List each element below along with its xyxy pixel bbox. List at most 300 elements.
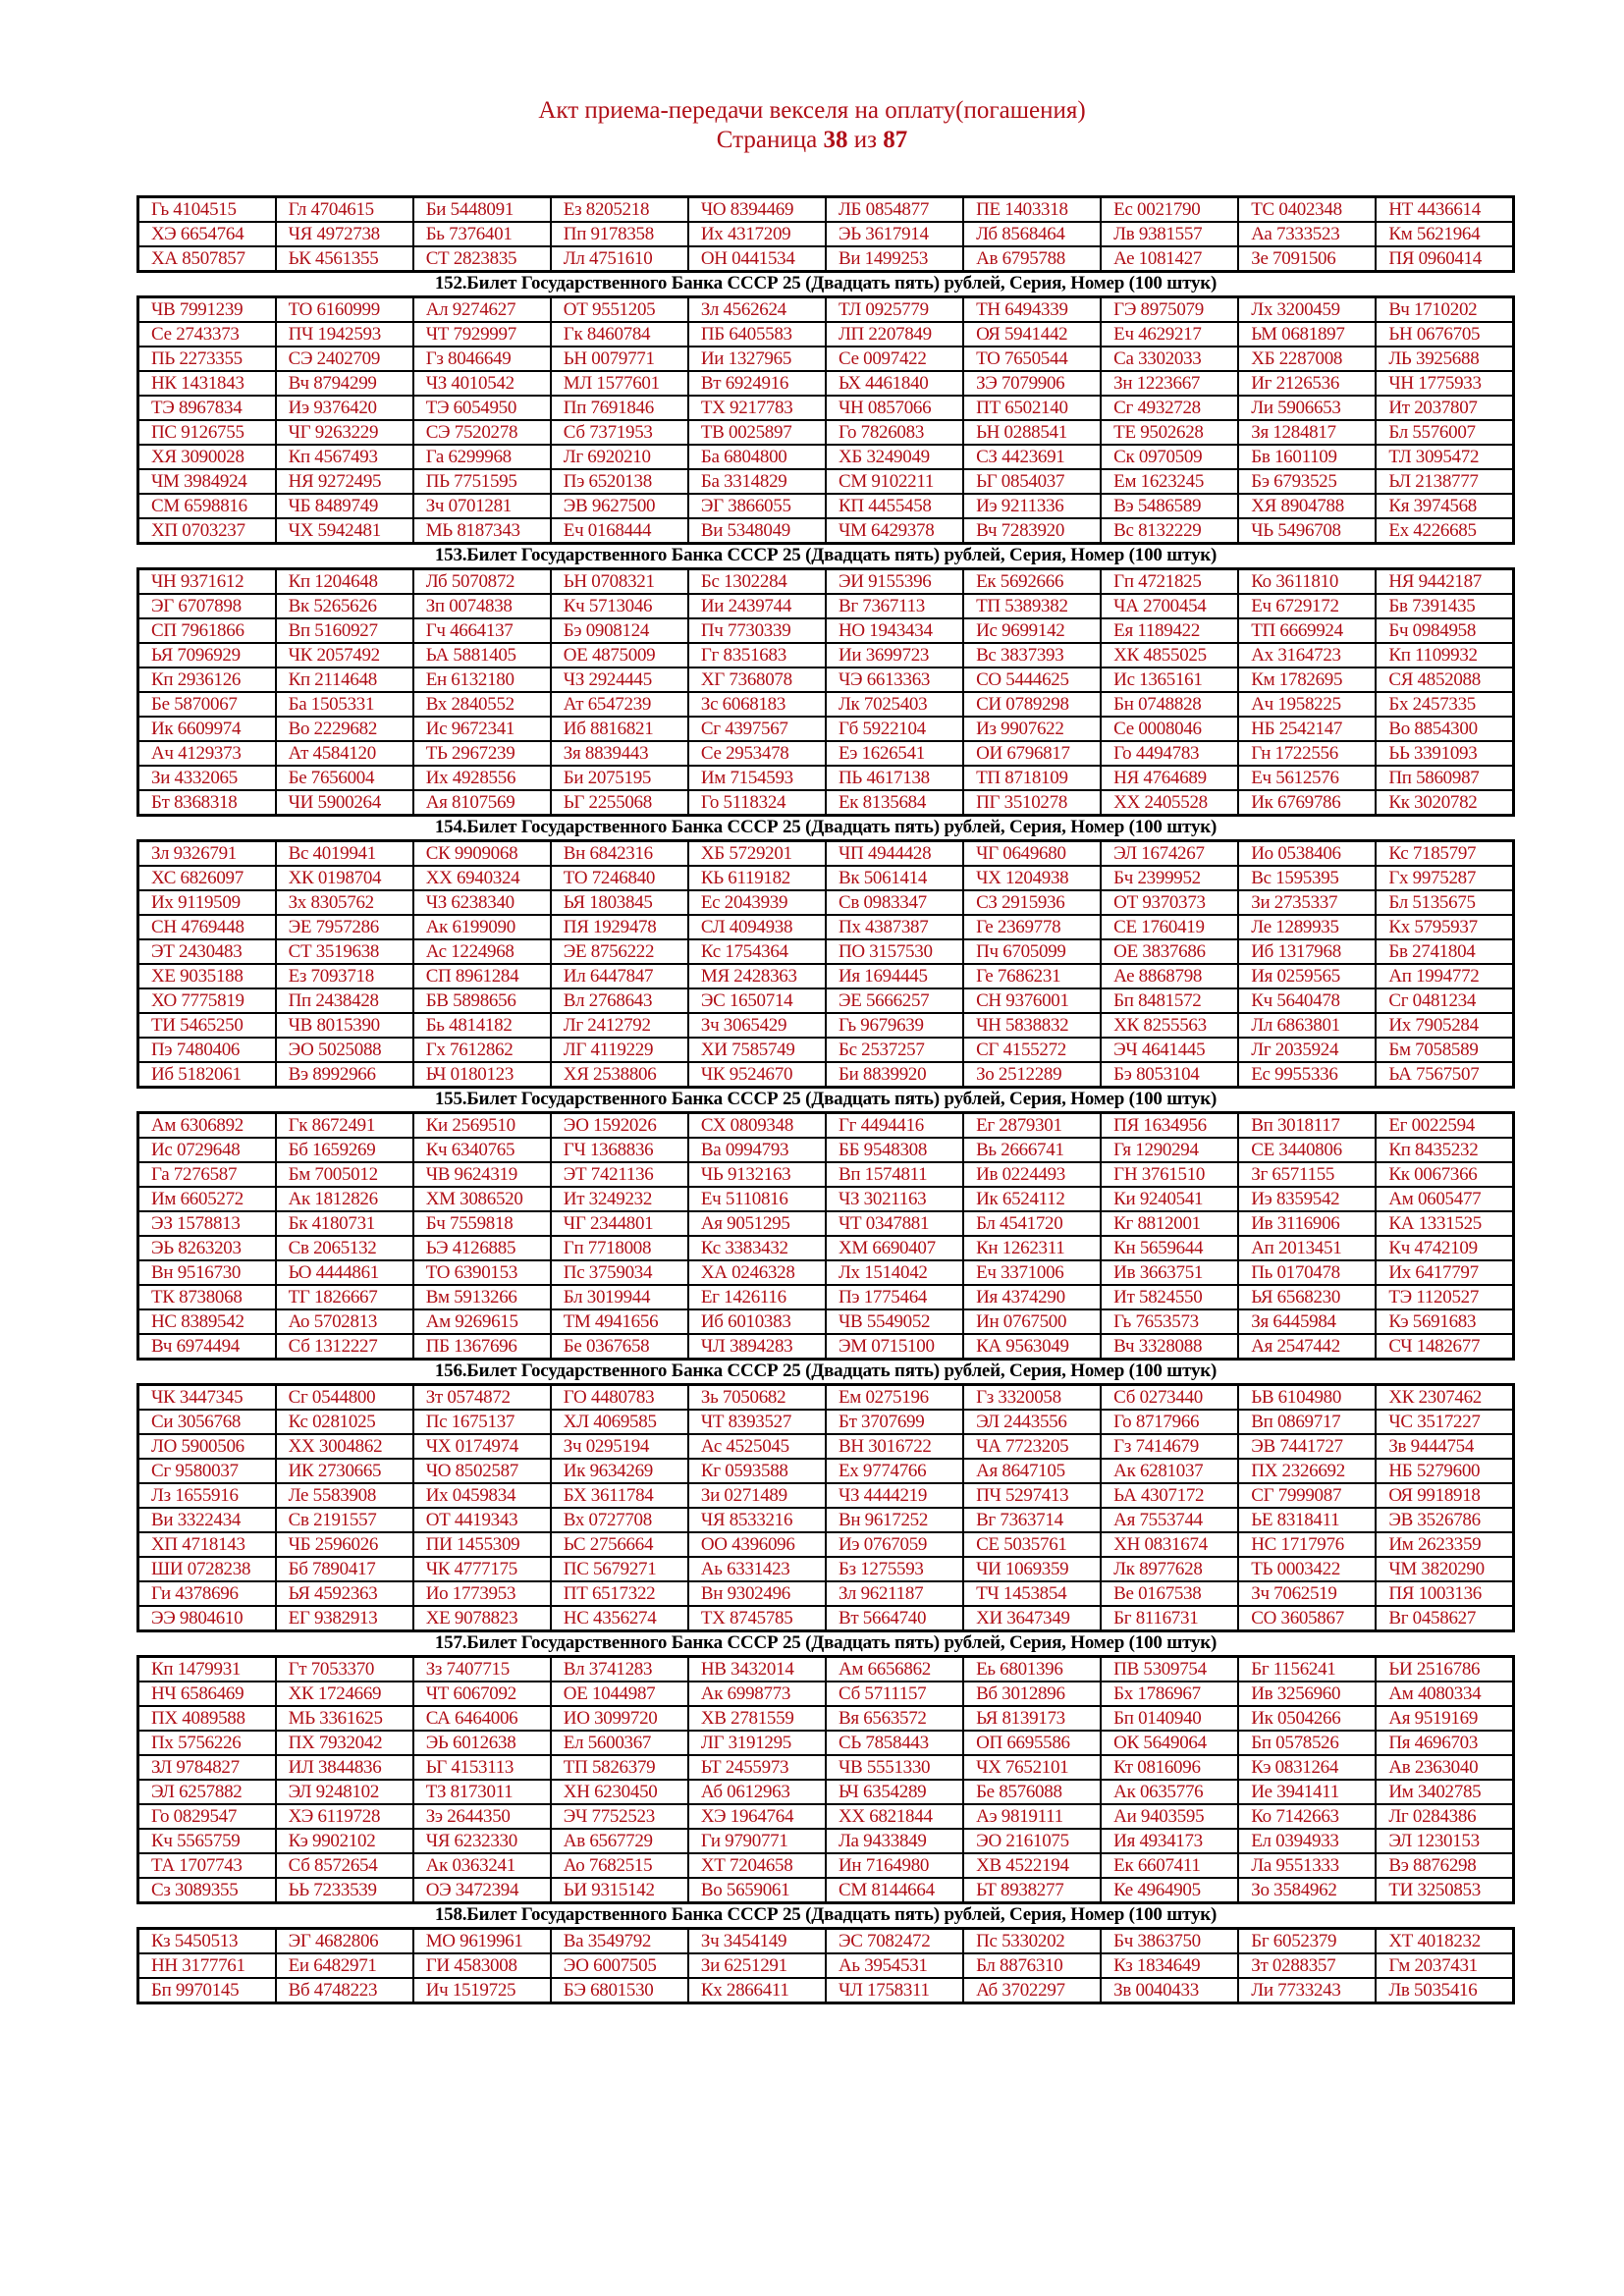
serial-number-cell: Пч 6705099 <box>963 939 1101 964</box>
serial-number-cell: Бл 8876310 <box>963 1953 1101 1978</box>
serial-number-cell: ЬА 5881405 <box>413 643 551 667</box>
serial-number-cell: Бн 0748828 <box>1101 692 1238 717</box>
serial-number-cell: Им 6605272 <box>138 1187 276 1211</box>
serial-number-cell: ЭЛ 6257882 <box>138 1780 276 1804</box>
table-row <box>138 1062 1514 1088</box>
serial-number-cell: ТС 0402348 <box>1238 197 1376 223</box>
serial-number-cell: ПТ 6502140 <box>963 396 1101 420</box>
serial-number-cell: Кч 5640478 <box>1238 988 1376 1013</box>
serial-number-cell: ЬИ 2516786 <box>1376 1657 1513 1682</box>
serial-number-cell: Вг 0458627 <box>1376 1606 1513 1631</box>
serial-number-cell: Гз 3320058 <box>963 1385 1101 1411</box>
serial-number-cell: Ви 3322434 <box>138 1508 276 1532</box>
serial-number-cell: Ег 0022594 <box>1376 1113 1513 1139</box>
serial-number-cell: СТ 2823835 <box>413 246 551 272</box>
serial-number-cell: Лв 5035416 <box>1376 1978 1513 2003</box>
serial-number-cell: Ав 2363040 <box>1376 1755 1513 1780</box>
serial-number-cell: ЧХ 1204938 <box>963 866 1101 890</box>
serial-number-cell: Ао 7682515 <box>551 1853 688 1878</box>
serial-number-cell: Лз 1655916 <box>138 1483 276 1508</box>
serial-number-cell: ЬИ 9315142 <box>551 1878 688 1903</box>
serial-number-cell: ХС 6826097 <box>138 866 276 890</box>
serial-number-cell: ЬА 4307172 <box>1101 1483 1238 1508</box>
serial-number-cell: Ия 4374290 <box>963 1285 1101 1309</box>
serial-number-cell: Бь 7376401 <box>413 222 551 246</box>
table-row <box>138 1508 1514 1532</box>
serial-number-cell: Ле 5583908 <box>276 1483 413 1508</box>
serial-number-cell: СГ 7999087 <box>1238 1483 1376 1508</box>
serial-number-cell: Вч 7283920 <box>963 518 1101 544</box>
serial-number-cell: Гх 7612862 <box>413 1038 551 1062</box>
serial-number-cell: ЭС 1650714 <box>688 988 826 1013</box>
serial-number-cell: Аа 7333523 <box>1238 222 1376 246</box>
serial-number-cell: ОЯ 5941442 <box>963 322 1101 347</box>
serial-number-cell: Го 8717966 <box>1101 1410 1238 1434</box>
serial-number-cell: Зя 8839443 <box>551 741 688 766</box>
table-row <box>138 618 1514 643</box>
serial-number-cell: Ах 3164723 <box>1238 643 1376 667</box>
serial-number-cell: Ки 2569510 <box>413 1113 551 1139</box>
serial-number-cell: Ак 0635776 <box>1101 1780 1238 1804</box>
serial-number-cell: Го 0829547 <box>138 1804 276 1829</box>
serial-number-cell: Кп 4567493 <box>276 445 413 469</box>
serial-number-cell: ЧВ 5551330 <box>826 1755 963 1780</box>
serial-number-cell: Ае 1081427 <box>1101 246 1238 272</box>
serial-number-cell: МО 9619961 <box>413 1929 551 1954</box>
serial-number-cell: Ам 9269615 <box>413 1309 551 1334</box>
serial-number-cell: ХК 0198704 <box>276 866 413 890</box>
serial-number-cell: Их 0459834 <box>413 1483 551 1508</box>
serial-number-cell: СО 3605867 <box>1238 1606 1376 1631</box>
serial-number-cell: Ек 6607411 <box>1101 1853 1238 1878</box>
serial-number-cell: КП 4455458 <box>826 494 963 518</box>
section-title: 153.Билет Государственного Банка СССР 25 (Двадцать пять) рублей, Серия, Номер (100 штук) <box>434 545 1218 565</box>
serial-number-cell: Ес 9955336 <box>1238 1062 1376 1088</box>
serial-number-cell: ПЯ 0960414 <box>1376 246 1513 272</box>
serial-number-cell: Им 3402785 <box>1376 1780 1513 1804</box>
serial-number-cell: ПВ 5309754 <box>1101 1657 1238 1682</box>
serial-number-cell: ОЯ 9918918 <box>1376 1483 1513 1508</box>
serial-number-cell: ЬЯ 6568230 <box>1238 1285 1376 1309</box>
serial-number-cell: Кз 1834649 <box>1101 1953 1238 1978</box>
serial-number-cell: ЧН 1775933 <box>1376 371 1513 396</box>
serial-number-cell: Кп 2114648 <box>276 667 413 692</box>
serial-number-cell: Зт 0288357 <box>1238 1953 1376 1978</box>
serial-number-cell: ЭГ 4682806 <box>276 1929 413 1954</box>
serial-number-cell: Зи 0271489 <box>688 1483 826 1508</box>
serial-number-cell: Ке 4964905 <box>1101 1878 1238 1903</box>
serial-number-cell: Ва 0994793 <box>688 1138 826 1162</box>
serial-number-cell: Ел 0394933 <box>1238 1829 1376 1853</box>
serial-number-cell: Зе 7091506 <box>1238 246 1376 272</box>
serial-number-cell: Зэ 2644350 <box>413 1804 551 1829</box>
table-row <box>138 1731 1514 1755</box>
serial-number-cell: Аь 3954531 <box>826 1953 963 1978</box>
serial-number-cell: Лл 6863801 <box>1238 1013 1376 1038</box>
serial-number-cell: Зо 3584962 <box>1238 1878 1376 1903</box>
serial-number-cell: СМ 6598816 <box>138 494 276 518</box>
serial-number-cell: Гк 8460784 <box>551 322 688 347</box>
serial-number-cell: Бэ 0908124 <box>551 618 688 643</box>
serial-number-cell: Ив 3116906 <box>1238 1211 1376 1236</box>
table-row <box>138 1853 1514 1878</box>
table-row <box>138 766 1514 790</box>
serial-number-cell: СИ 0789298 <box>963 692 1101 717</box>
serial-number-cell: ЧО 8502587 <box>413 1459 551 1483</box>
serial-number-cell: Ви 1499253 <box>826 246 963 272</box>
serial-number-cell: ОТ 4419343 <box>413 1508 551 1532</box>
section-title: 156.Билет Государственного Банка СССР 25 (Двадцать пять) рублей, Серия, Номер (100 штук) <box>434 1361 1218 1381</box>
table-row <box>138 1557 1514 1581</box>
serial-number-cell: ХП 4718143 <box>138 1532 276 1557</box>
serial-number-cell: Ап 2013451 <box>1238 1236 1376 1260</box>
table-row <box>138 1187 1514 1211</box>
serial-number-cell: Вг 7367113 <box>826 594 963 618</box>
serial-number-cell: Ба 1505331 <box>276 692 413 717</box>
serial-number-cell: НЯ 9442187 <box>1376 569 1513 595</box>
serial-number-cell: ЬЯ 4592363 <box>276 1581 413 1606</box>
serial-number-cell: Вг 7363714 <box>963 1508 1101 1532</box>
serial-number-cell: ПЬ 4617138 <box>826 766 963 790</box>
serial-number-cell: Кч 5713046 <box>551 594 688 618</box>
serial-number-cell: ОК 5649064 <box>1101 1731 1238 1755</box>
serial-number-cell: Зь 7050682 <box>688 1385 826 1411</box>
serial-number-cell: Се 2953478 <box>688 741 826 766</box>
table-row <box>138 1657 1514 1682</box>
table-row <box>138 1410 1514 1434</box>
serial-number-cell: ЬЕ 8318411 <box>1238 1508 1376 1532</box>
serial-number-cell: ГИ 4583008 <box>413 1953 551 1978</box>
serial-number-cell: ХХ 2405528 <box>1101 790 1238 816</box>
serial-number-cell: НС 4356274 <box>551 1606 688 1631</box>
table-row <box>138 322 1514 347</box>
serial-number-cell: ЭЛ 2443556 <box>963 1410 1101 1434</box>
table-row <box>138 1755 1514 1780</box>
serial-number-cell: ПЧ 5297413 <box>963 1483 1101 1508</box>
serial-number-cell: Пс 3759034 <box>551 1260 688 1285</box>
serial-number-cell: Ил 6447847 <box>551 964 688 988</box>
serial-number-cell: ТЕ 9502628 <box>1101 420 1238 445</box>
serial-number-cell: ЧМ 3820290 <box>1376 1557 1513 1581</box>
serial-number-cell: ПС 9126755 <box>138 420 276 445</box>
serial-number-cell: ХМ 3086520 <box>413 1187 551 1211</box>
serial-number-cell: Сб 7371953 <box>551 420 688 445</box>
table-row <box>138 692 1514 717</box>
serial-number-cell: ЭМ 0715100 <box>826 1334 963 1360</box>
serial-number-cell: Бв 7391435 <box>1376 594 1513 618</box>
table-row <box>138 1706 1514 1731</box>
serial-number-cell: Са 3302033 <box>1101 347 1238 371</box>
serial-number-cell: Св 2191557 <box>276 1508 413 1532</box>
serial-number-cell: Ив 0224493 <box>963 1162 1101 1187</box>
serial-number-cell: Кэ 5691683 <box>1376 1309 1513 1334</box>
serial-number-cell: Ич 1519725 <box>413 1978 551 2003</box>
serial-number-cell: Еч 4629217 <box>1101 322 1238 347</box>
table-row <box>138 1138 1514 1162</box>
serial-number-cell: СХ 0809348 <box>688 1113 826 1139</box>
serial-number-cell: Им 7154593 <box>688 766 826 790</box>
serial-number-cell: Лк 8977628 <box>1101 1557 1238 1581</box>
serial-number-cell: ТК 8738068 <box>138 1285 276 1309</box>
table-row <box>138 790 1514 816</box>
serial-number-cell: ЬГ 0854037 <box>963 469 1101 494</box>
serial-number-cell: Кс 1754364 <box>688 939 826 964</box>
serial-number-cell: Пх 5756226 <box>138 1731 276 1755</box>
serial-number-cell: ХМ 6690407 <box>826 1236 963 1260</box>
serial-number-cell: Ли 7733243 <box>1238 1978 1376 2003</box>
serial-number-cell: ЬЬ 3391093 <box>1376 741 1513 766</box>
serial-number-cell: Зч 3065429 <box>688 1013 826 1038</box>
serial-number-cell: Иэ 9376420 <box>276 396 413 420</box>
serial-number-cell: ЭЗ 1578813 <box>138 1211 276 1236</box>
serial-number-cell: Вч 3328088 <box>1101 1334 1238 1360</box>
serial-number-cell: СЭ 2402709 <box>276 347 413 371</box>
serial-number-cell: Зя 6445984 <box>1238 1309 1376 1334</box>
serial-number-cell: ТО 6160999 <box>276 297 413 323</box>
serial-number-cell: Бэ 6793525 <box>1238 469 1376 494</box>
serial-number-cell: ХТ 7204658 <box>688 1853 826 1878</box>
serial-number-cell: Ле 1289935 <box>1238 915 1376 939</box>
serial-number-cell: ЧХ 5942481 <box>276 518 413 544</box>
serial-number-cell: Ик 0504266 <box>1238 1706 1376 1731</box>
serial-number-cell: ЧН 0857066 <box>826 396 963 420</box>
table-row <box>138 1162 1514 1187</box>
serial-number-cell: Бг 1156241 <box>1238 1657 1376 1682</box>
serial-number-cell: ЧИ 5900264 <box>276 790 413 816</box>
serial-number-cell: ХГ 7368078 <box>688 667 826 692</box>
serial-number-cell: Ии 2439744 <box>688 594 826 618</box>
serial-number-cell: ЬТ 2455973 <box>688 1755 826 1780</box>
serial-number-cell: ЬГ 4153113 <box>413 1755 551 1780</box>
table-row <box>138 371 1514 396</box>
serial-number-cell: Бп 0578526 <box>1238 1731 1376 1755</box>
serial-number-cell: Ив 3663751 <box>1101 1260 1238 1285</box>
table-row <box>138 1606 1514 1631</box>
serial-number-cell: ЧС 3517227 <box>1376 1410 1513 1434</box>
serial-number-cell: ЭО 1592026 <box>551 1113 688 1139</box>
table-row <box>138 964 1514 988</box>
serial-number-cell: Км 1782695 <box>1238 667 1376 692</box>
serial-number-cell: Ик 9634269 <box>551 1459 688 1483</box>
serial-number-cell: ЛГ 3191295 <box>688 1731 826 1755</box>
serial-number-cell: ХБ 2287008 <box>1238 347 1376 371</box>
serial-number-cell: Ик 6769786 <box>1238 790 1376 816</box>
page-current: 38 <box>823 127 848 153</box>
serial-number-cell: Вх 2840552 <box>413 692 551 717</box>
serial-number-cell: Вс 1595395 <box>1238 866 1376 890</box>
serial-number-cell: ХП 0703237 <box>138 518 276 544</box>
serial-number-cell: Бг 8116731 <box>1101 1606 1238 1631</box>
serial-number-cell: Зч 3454149 <box>688 1929 826 1954</box>
serial-number-cell: Ек 5692666 <box>963 569 1101 595</box>
table-row <box>138 841 1514 867</box>
serial-number-cell: Сг 4397567 <box>688 717 826 741</box>
serial-number-cell: Кх 5795937 <box>1376 915 1513 939</box>
serial-number-cell: Ая 7553744 <box>1101 1508 1238 1532</box>
serial-number-cell: Бл 3019944 <box>551 1285 688 1309</box>
serial-number-cell: ЧК 4777175 <box>413 1557 551 1581</box>
serial-number-cell: Гь 7653573 <box>1101 1309 1238 1334</box>
table-row <box>138 1780 1514 1804</box>
serial-number-cell: Пп 9178358 <box>551 222 688 246</box>
serial-number-cell: ТВ 0025897 <box>688 420 826 445</box>
table-row <box>138 1978 1514 2003</box>
table-row <box>138 1459 1514 1483</box>
serial-number-cell: СЗ 4423691 <box>963 445 1101 469</box>
serial-number-cell: ЬХ 4461840 <box>826 371 963 396</box>
serial-number-cell: Ин 7164980 <box>826 1853 963 1878</box>
serial-number-cell: Бь 4814182 <box>413 1013 551 1038</box>
serial-number-cell: ЧК 9524670 <box>688 1062 826 1088</box>
serial-number-cell: ЧЬ 5496708 <box>1238 518 1376 544</box>
section-title: 155.Билет Государственного Банка СССР 25 (Двадцать пять) рублей, Серия, Номер (100 штук) <box>434 1089 1218 1109</box>
serial-number-cell: Гк 8672491 <box>276 1113 413 1139</box>
serial-number-cell: Ая 8647105 <box>963 1459 1101 1483</box>
serial-number-cell: Кп 8435232 <box>1376 1138 1513 1162</box>
serial-number-cell: ТО 7650544 <box>963 347 1101 371</box>
serial-number-cell: Бе 0367658 <box>551 1334 688 1360</box>
serial-number-cell: ЭЬ 8263203 <box>138 1236 276 1260</box>
serial-number-cell: Еч 3371006 <box>963 1260 1101 1285</box>
serial-number-cell: Гг 8351683 <box>688 643 826 667</box>
serial-number-cell: ЛГ 4119229 <box>551 1038 688 1062</box>
page-indicator <box>0 126 1624 155</box>
serial-number-cell: Ак 1812826 <box>276 1187 413 1211</box>
serial-number-cell: ЭЬ 3617914 <box>826 222 963 246</box>
serial-number-cell: Сб 0273440 <box>1101 1385 1238 1411</box>
serial-number-cell: ЧМ 3984924 <box>138 469 276 494</box>
table-row <box>138 1483 1514 1508</box>
serial-number-cell: ТО 7246840 <box>551 866 688 890</box>
serial-number-cell: Ио 1773953 <box>413 1581 551 1606</box>
serial-number-cell: ЧЗ 4010542 <box>413 371 551 396</box>
serial-number-cell: МЛ 1577601 <box>551 371 688 396</box>
serial-number-cell: Зл 4562624 <box>688 297 826 323</box>
serial-number-cell: ПХ 2326692 <box>1238 1459 1376 1483</box>
serial-number-cell: Ин 0767500 <box>963 1309 1101 1334</box>
serial-number-cell: Бэ 8053104 <box>1101 1062 1238 1088</box>
table-row <box>138 347 1514 371</box>
serial-number-cell: Пч 7730339 <box>688 618 826 643</box>
serial-number-cell: СЕ 5035761 <box>963 1532 1101 1557</box>
serial-number-cell: ЬЧ 0180123 <box>413 1062 551 1088</box>
serial-number-cell: Вэ 5486589 <box>1101 494 1238 518</box>
serial-number-cell: Сг 0481234 <box>1376 988 1513 1013</box>
serial-number-cell: ХБ 5729201 <box>688 841 826 867</box>
serial-number-cell: Аб 0612963 <box>688 1780 826 1804</box>
table-row <box>138 1285 1514 1309</box>
serial-number-cell: ХХ 6821844 <box>826 1804 963 1829</box>
serial-number-cell: ОО 4396096 <box>688 1532 826 1557</box>
serial-number-cell: Гх 9975287 <box>1376 866 1513 890</box>
serial-number-cell: ПТ 6517322 <box>551 1581 688 1606</box>
serial-number-cell: Би 5448091 <box>413 197 551 223</box>
serial-number-cell: СЗ 2915936 <box>963 890 1101 915</box>
serial-number-cell: ЬГ 2255068 <box>551 790 688 816</box>
serial-number-cell: Ая 2547442 <box>1238 1334 1376 1360</box>
serial-number-cell: Бг 6052379 <box>1238 1929 1376 1954</box>
serial-number-cell: Бх 1786967 <box>1101 1682 1238 1706</box>
serial-number-cell: Кг 0593588 <box>688 1459 826 1483</box>
serial-number-cell: Ав 6795788 <box>963 246 1101 272</box>
serial-number-cell: Вт 6924916 <box>688 371 826 396</box>
serial-number-cell: Ге 2369778 <box>963 915 1101 939</box>
serial-number-cell: Их 7905284 <box>1376 1013 1513 1038</box>
serial-number-cell: Ея 1189422 <box>1101 618 1238 643</box>
table-row <box>138 246 1514 272</box>
serial-number-cell: СГ 4155272 <box>963 1038 1101 1062</box>
serial-number-cell: Пэ 1775464 <box>826 1285 963 1309</box>
serial-number-cell: Бп 9970145 <box>138 1978 276 2003</box>
serial-number-cell: Вп 3018117 <box>1238 1113 1376 1139</box>
serial-number-cell: Иэ 9211336 <box>963 494 1101 518</box>
serial-number-cell: НН 3177761 <box>138 1953 276 1978</box>
serial-number-cell: ПБ 1367696 <box>413 1334 551 1360</box>
serial-number-cell: ЧЯ 6232330 <box>413 1829 551 1853</box>
serial-number-cell: Аб 3702297 <box>963 1978 1101 2003</box>
serial-number-cell: ЧА 7723205 <box>963 1434 1101 1459</box>
serial-number-cell: МЬ 8187343 <box>413 518 551 544</box>
serial-number-cell: Вч 1710202 <box>1376 297 1513 323</box>
serial-number-cell: ПЧ 1942593 <box>276 322 413 347</box>
page-header <box>0 96 1624 155</box>
serial-number-cell: Кс 3383432 <box>688 1236 826 1260</box>
serial-number-cell: Аи 9403595 <box>1101 1804 1238 1829</box>
serial-numbers-table <box>136 839 1515 1089</box>
table-row <box>138 1385 1514 1411</box>
serial-number-cell: ХЕ 9078823 <box>413 1606 551 1631</box>
serial-number-cell: СМ 9102211 <box>826 469 963 494</box>
serial-number-cell: Еэ 1626541 <box>826 741 963 766</box>
serial-number-cell: Кп 2936126 <box>138 667 276 692</box>
serial-number-cell: Вс 4019941 <box>276 841 413 867</box>
serial-number-cell: ЧЛ 3894283 <box>688 1334 826 1360</box>
serial-number-cell: ЧГ 9263229 <box>276 420 413 445</box>
serial-number-cell: Иэ 0767059 <box>826 1532 963 1557</box>
serial-number-cell: Св 0983347 <box>826 890 963 915</box>
serial-number-cell: Бб 1659269 <box>276 1138 413 1162</box>
serial-number-cell: Зг 6571155 <box>1238 1162 1376 1187</box>
serial-number-cell: ЗЭ 7079906 <box>963 371 1101 396</box>
serial-number-cell: ТП 8718109 <box>963 766 1101 790</box>
serial-number-cell: Ик 6609974 <box>138 717 276 741</box>
serial-number-cell: МЯ 2428363 <box>688 964 826 988</box>
table-row <box>138 1804 1514 1829</box>
serial-number-cell: Лх 3200459 <box>1238 297 1376 323</box>
serial-number-cell: Ег 2879301 <box>963 1113 1101 1139</box>
serial-number-cell: Пс 5330202 <box>963 1929 1101 1954</box>
table-row <box>138 1682 1514 1706</box>
serial-number-cell: Вк 5265626 <box>276 594 413 618</box>
serial-number-cell: Ем 1623245 <box>1101 469 1238 494</box>
table-row <box>138 741 1514 766</box>
serial-number-cell: Гн 1722556 <box>1238 741 1376 766</box>
serial-number-cell: ББ 9548308 <box>826 1138 963 1162</box>
serial-number-cell: ЬТ 8938277 <box>963 1878 1101 1903</box>
serial-number-cell: Еч 5110816 <box>688 1187 826 1211</box>
serial-number-cell: ТЛ 0925779 <box>826 297 963 323</box>
serial-number-cell: Бч 3863750 <box>1101 1929 1238 1954</box>
serial-number-cell: Гл 4704615 <box>276 197 413 223</box>
serial-number-cell: ЧГ 2344801 <box>551 1211 688 1236</box>
serial-number-cell: ЭЛ 1230153 <box>1376 1829 1513 1853</box>
serial-number-cell: Аэ 9819111 <box>963 1804 1101 1829</box>
table-row <box>138 1829 1514 1853</box>
serial-numbers-table <box>136 295 1515 545</box>
table-row <box>138 939 1514 964</box>
serial-number-cell: Св 2065132 <box>276 1236 413 1260</box>
serial-number-cell: Зс 6068183 <box>688 692 826 717</box>
